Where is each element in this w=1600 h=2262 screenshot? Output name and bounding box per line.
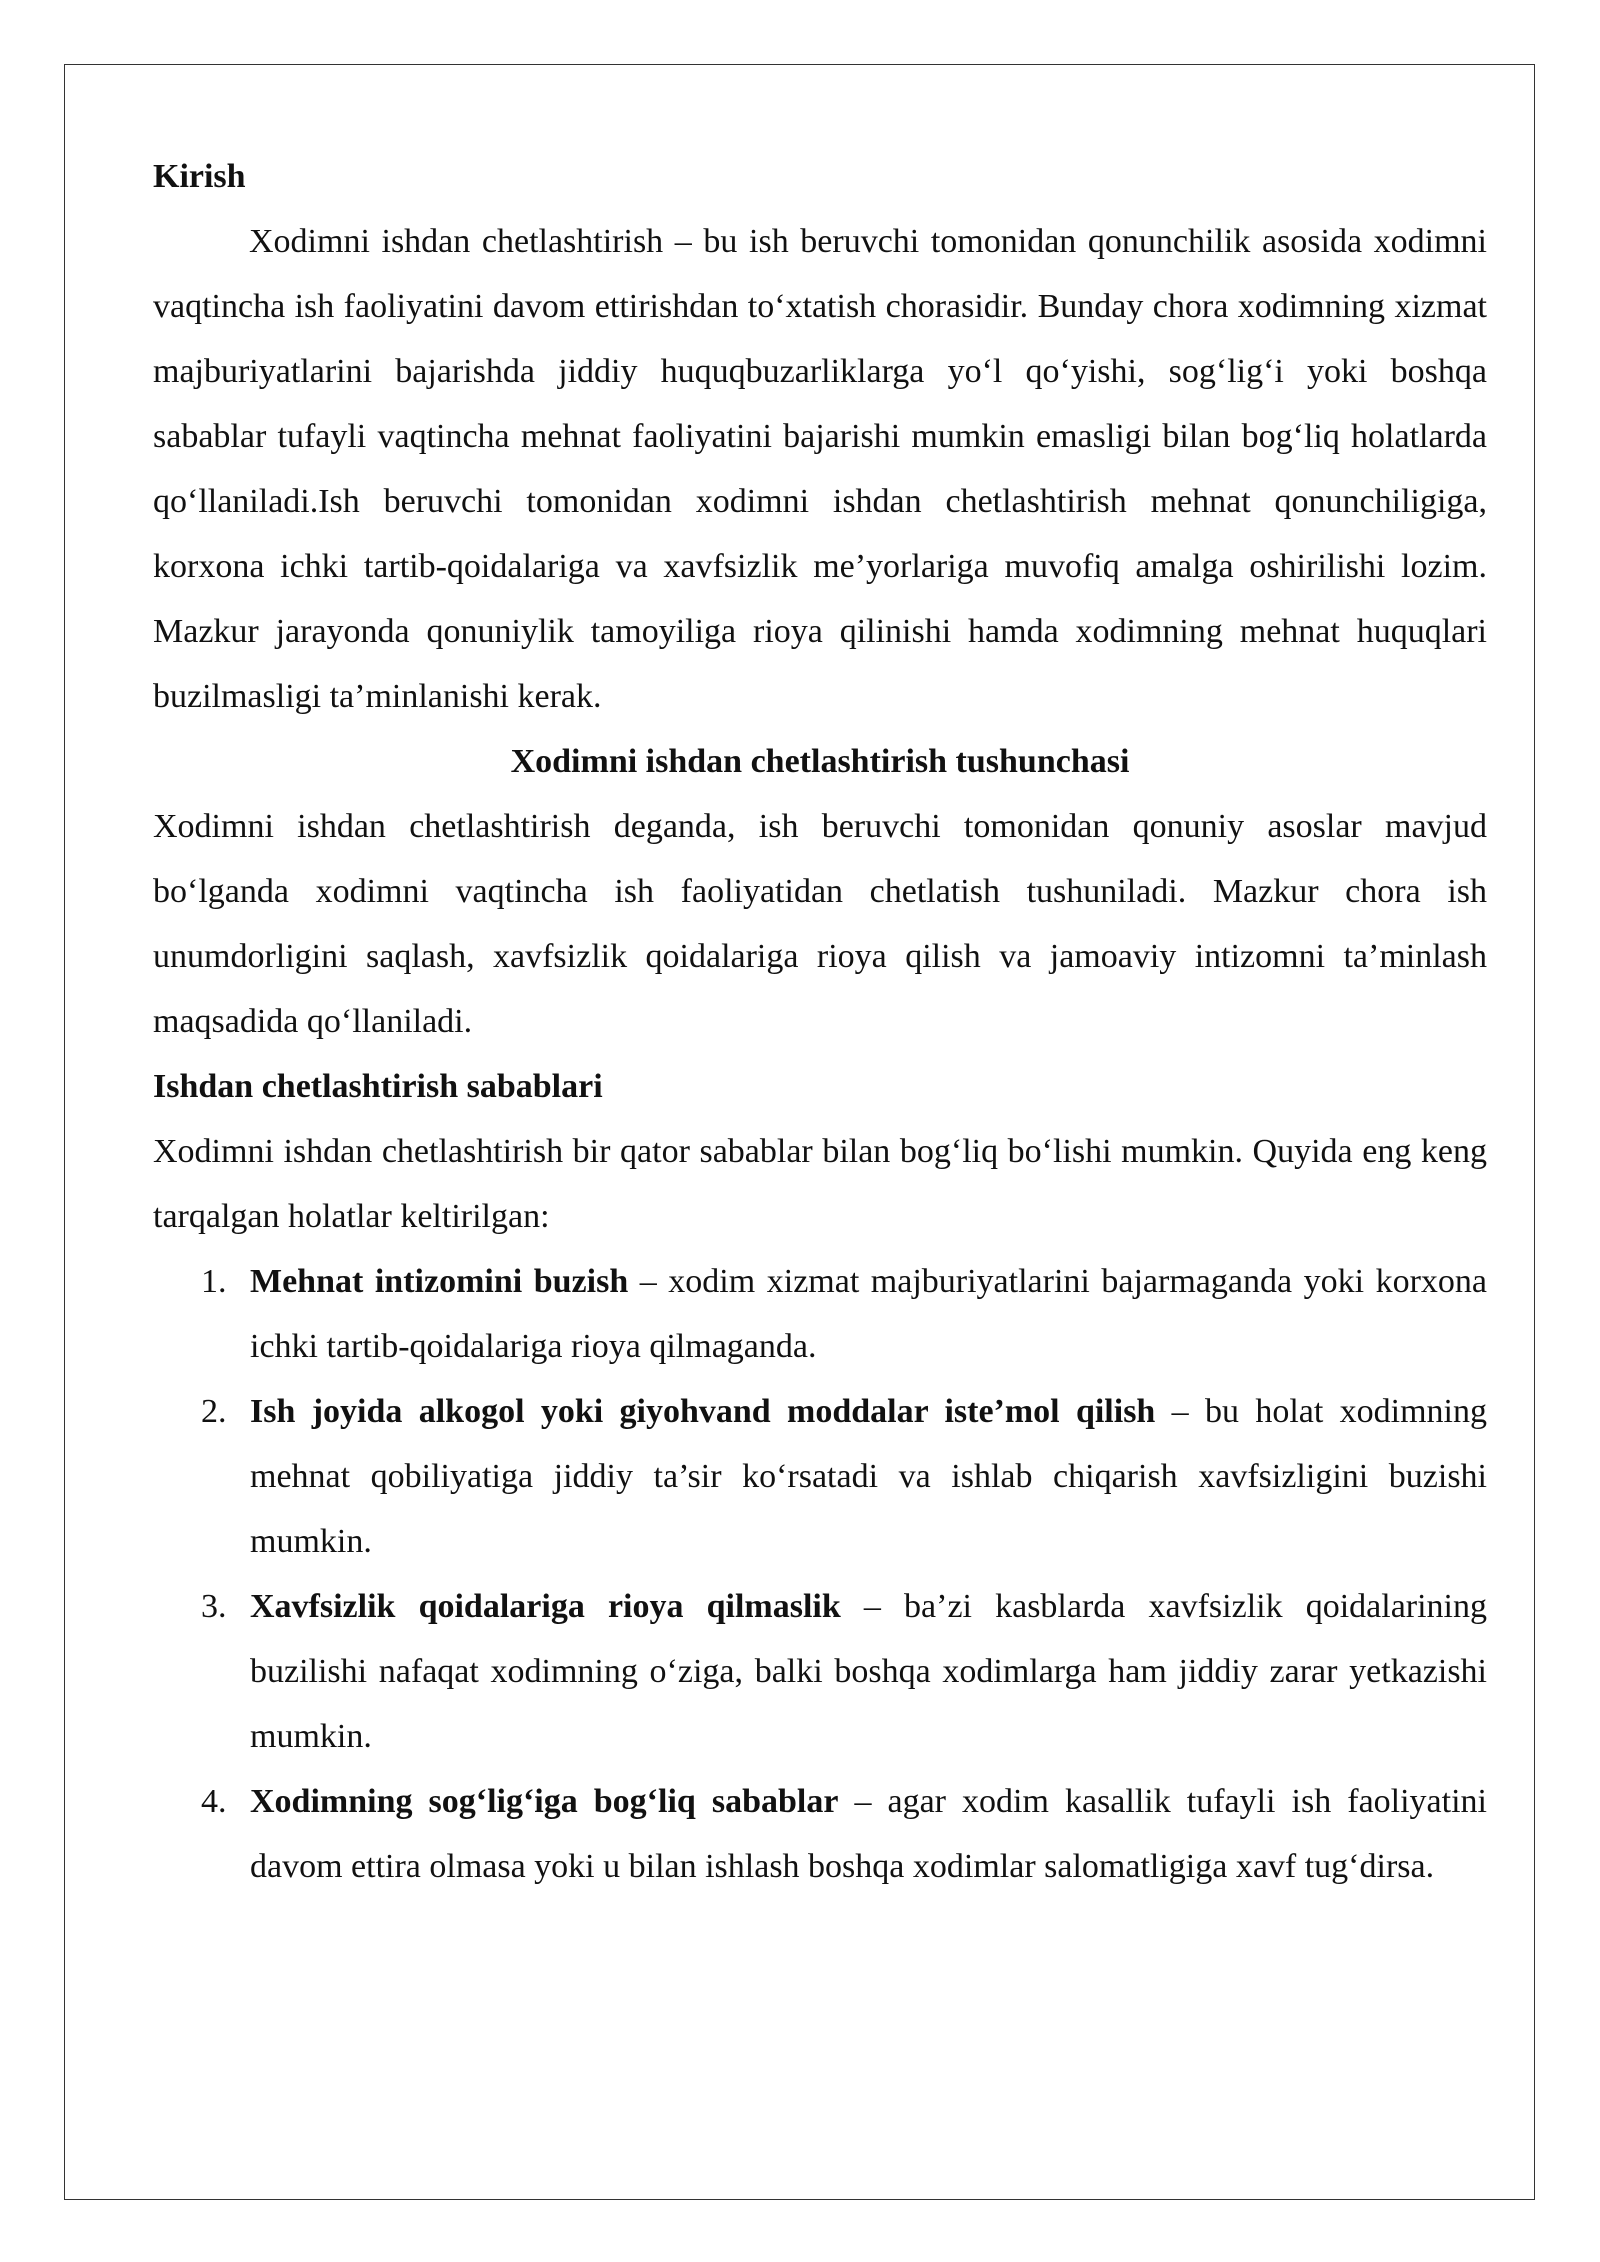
document-body — [153, 144, 1487, 1899]
concept-paragraph: Xodimni ishdan chetlashtirish deganda, ish beruvchi tomonidan qonuniy asoslar mavjud bo‘lganda xodimni vaqtincha ish faoliyatidan chetlatish tushuniladi. Mazkur chora ish unumdorligini saqlash, xavfsizlik qoidalariga rioya qilish va jamoaviy intizomni ta’minlash maqsadida qo‘llaniladi. — [153, 808, 1487, 1040]
reasons-paragraph: Xodimni ishdan chetlashtirish bir qator sabablar bilan bog‘liq bo‘lishi mumkin. Quyida eng keng tarqalgan holatlar keltirilgan: — [153, 1133, 1487, 1235]
reasons-list — [153, 1249, 1487, 1899]
list-item — [153, 1769, 1487, 1899]
list-item-number: 4. — [201, 1783, 227, 1820]
concept-heading: Xodimni ishdan chetlashtirish tushunchasi — [510, 743, 1130, 780]
list-item-text: – xodim xizmat majburiyatlarini bajarmaganda yoki korxona ichki tartib-qoidalariga rioya qilmaganda. — [250, 1263, 1487, 1365]
list-item-term: Mehnat intizomini buzish — [250, 1263, 629, 1300]
list-item-text: – bu holat xodimning mehnat qobiliyatiga jiddiy ta’sir ko‘rsatadi va ishlab chiqarish xavfsizligini buzishi mumkin. — [250, 1393, 1487, 1560]
list-item-term: Ish joyida alkogol yoki giyohvand moddalar iste’mol qilish — [250, 1393, 1156, 1430]
list-item-number: 2. — [201, 1393, 227, 1430]
list-item — [153, 1379, 1487, 1574]
list-item — [153, 1249, 1487, 1379]
list-item-text: – agar xodim kasallik tufayli ish faoliyatini davom ettira olmasa yoki u bilan ishlash boshqa xodimlar salomatligiga xavf tug‘dirsa. — [250, 1783, 1487, 1885]
list-item — [153, 1574, 1487, 1769]
intro-paragraph: Xodimni ishdan chetlashtirish – bu ish beruvchi tomonidan qonunchilik asosida xodimni vaqtincha ish faoliyatini davom ettirishdan to‘xtatish chorasidir. Bunday chora xodimning xizmat majburiyatlarini bajarishda jiddiy huquqbuzarliklarga yo‘l qo‘yishi, sog‘lig‘i yoki boshqa sabablar tufayli vaqtincha mehnat faoliyatini bajarishi mumkin emasligi bilan bog‘liq holatlarda qo‘llaniladi.Ish beruvchi tomonidan xodimni ishdan chetlashtirish mehnat qonunchiligiga, korxona ichki tartib-qoidalariga va xavfsizlik me’yorlariga muvofiq amalga oshirilishi lozim. Mazkur jarayonda qonuniylik tamoyiliga rioya qilinishi hamda xodimning mehnat huquqlari buzilmasligi ta’minlanishi kerak. — [153, 223, 1487, 715]
list-item-term: Xavfsizlik qoidalariga rioya qilmaslik — [250, 1588, 841, 1625]
list-item-term: Xodimning sog‘lig‘iga bog‘liq sabablar — [250, 1783, 839, 1820]
intro-heading: Kirish — [153, 158, 246, 195]
reasons-heading: Ishdan chetlashtirish sabablari — [153, 1068, 603, 1105]
list-item-text: – ba’zi kasblarda xavfsizlik qoidalarining buzilishi nafaqat xodimning o‘ziga, balki boshqa xodimlarga ham jiddiy zarar yetkazishi mumkin. — [250, 1588, 1488, 1755]
list-item-number: 3. — [201, 1588, 227, 1625]
list-item-number: 1. — [201, 1263, 227, 1300]
